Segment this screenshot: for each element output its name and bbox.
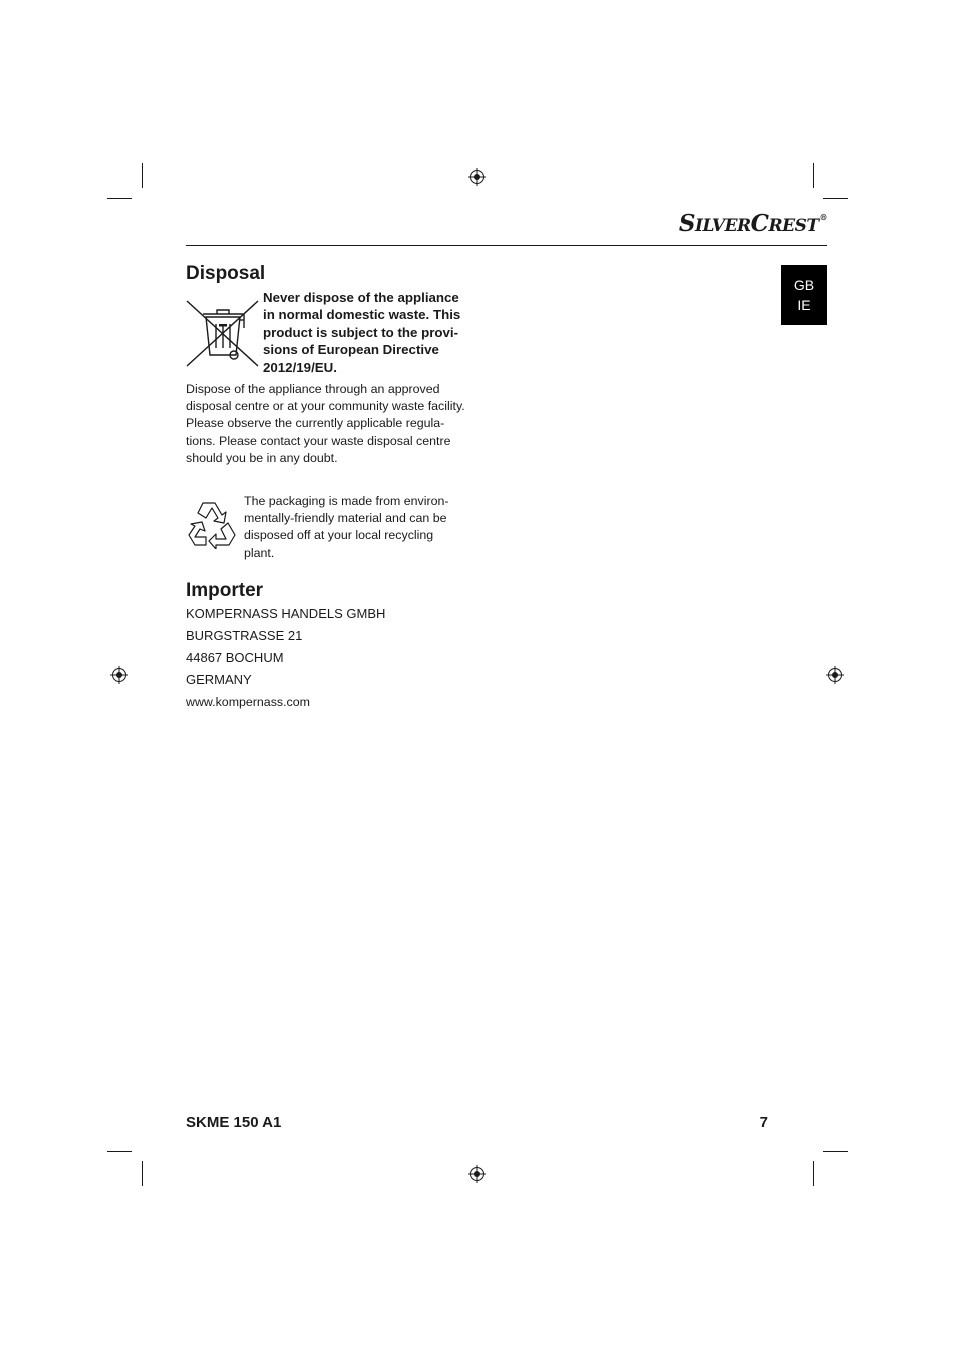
importer-company: KOMPERNASS HANDELS GMBH (186, 606, 386, 621)
registration-mark-icon (110, 666, 128, 684)
registration-mark-icon (468, 168, 486, 186)
language-tab-line2: IE (797, 297, 811, 313)
brand-part2-rest: REST (768, 216, 819, 236)
disposal-heading: Disposal (186, 263, 266, 284)
page-number: 7 (759, 1114, 768, 1131)
model-number: SKME 150 A1 (186, 1114, 282, 1131)
importer-heading: Importer (186, 580, 264, 601)
registration-mark-icon (468, 1165, 486, 1183)
crop-mark (823, 198, 848, 199)
registered-mark: ® (819, 212, 827, 222)
crossed-out-wheelie-bin-icon (186, 300, 260, 368)
header-rule (186, 245, 827, 246)
crop-mark (107, 1151, 132, 1152)
recycling-arrows-icon (186, 499, 238, 549)
disposal-instructions: Dispose of the appliance through an approved disposal centre or at your community waste facility. Please observe the currently applicable regula-tions. Please contact your waste disposal centre should you be in any doubt. (186, 382, 465, 465)
language-tab (781, 265, 827, 325)
importer-country: GERMANY (186, 672, 252, 687)
importer-city: 44867 BOCHUM (186, 650, 284, 665)
crop-mark (813, 163, 814, 188)
brand-logo (679, 210, 827, 237)
language-tab-line1: GB (793, 277, 815, 293)
registration-mark-icon (826, 666, 844, 684)
importer-street: BURGSTRASSE 21 (186, 628, 303, 643)
disposal-warning: Never dispose of the appliance in normal domestic waste. This product is subject to the provi-sions of European Directive 2012/19/EU. (263, 290, 461, 375)
crop-mark (142, 163, 143, 188)
brand-initial-c: C (750, 210, 769, 237)
crop-mark (142, 1161, 143, 1186)
crop-mark (107, 198, 132, 199)
brand-initial-s: S (678, 210, 695, 237)
importer-website[interactable]: www.kompernass.com (186, 695, 310, 709)
crop-mark (823, 1151, 848, 1152)
crop-mark (813, 1161, 814, 1186)
packaging-note: The packaging is made from environ-mentally-friendly material and can be disposed off at your local recycling plant. (244, 494, 449, 560)
brand-part1-rest: ILVER (695, 216, 751, 236)
